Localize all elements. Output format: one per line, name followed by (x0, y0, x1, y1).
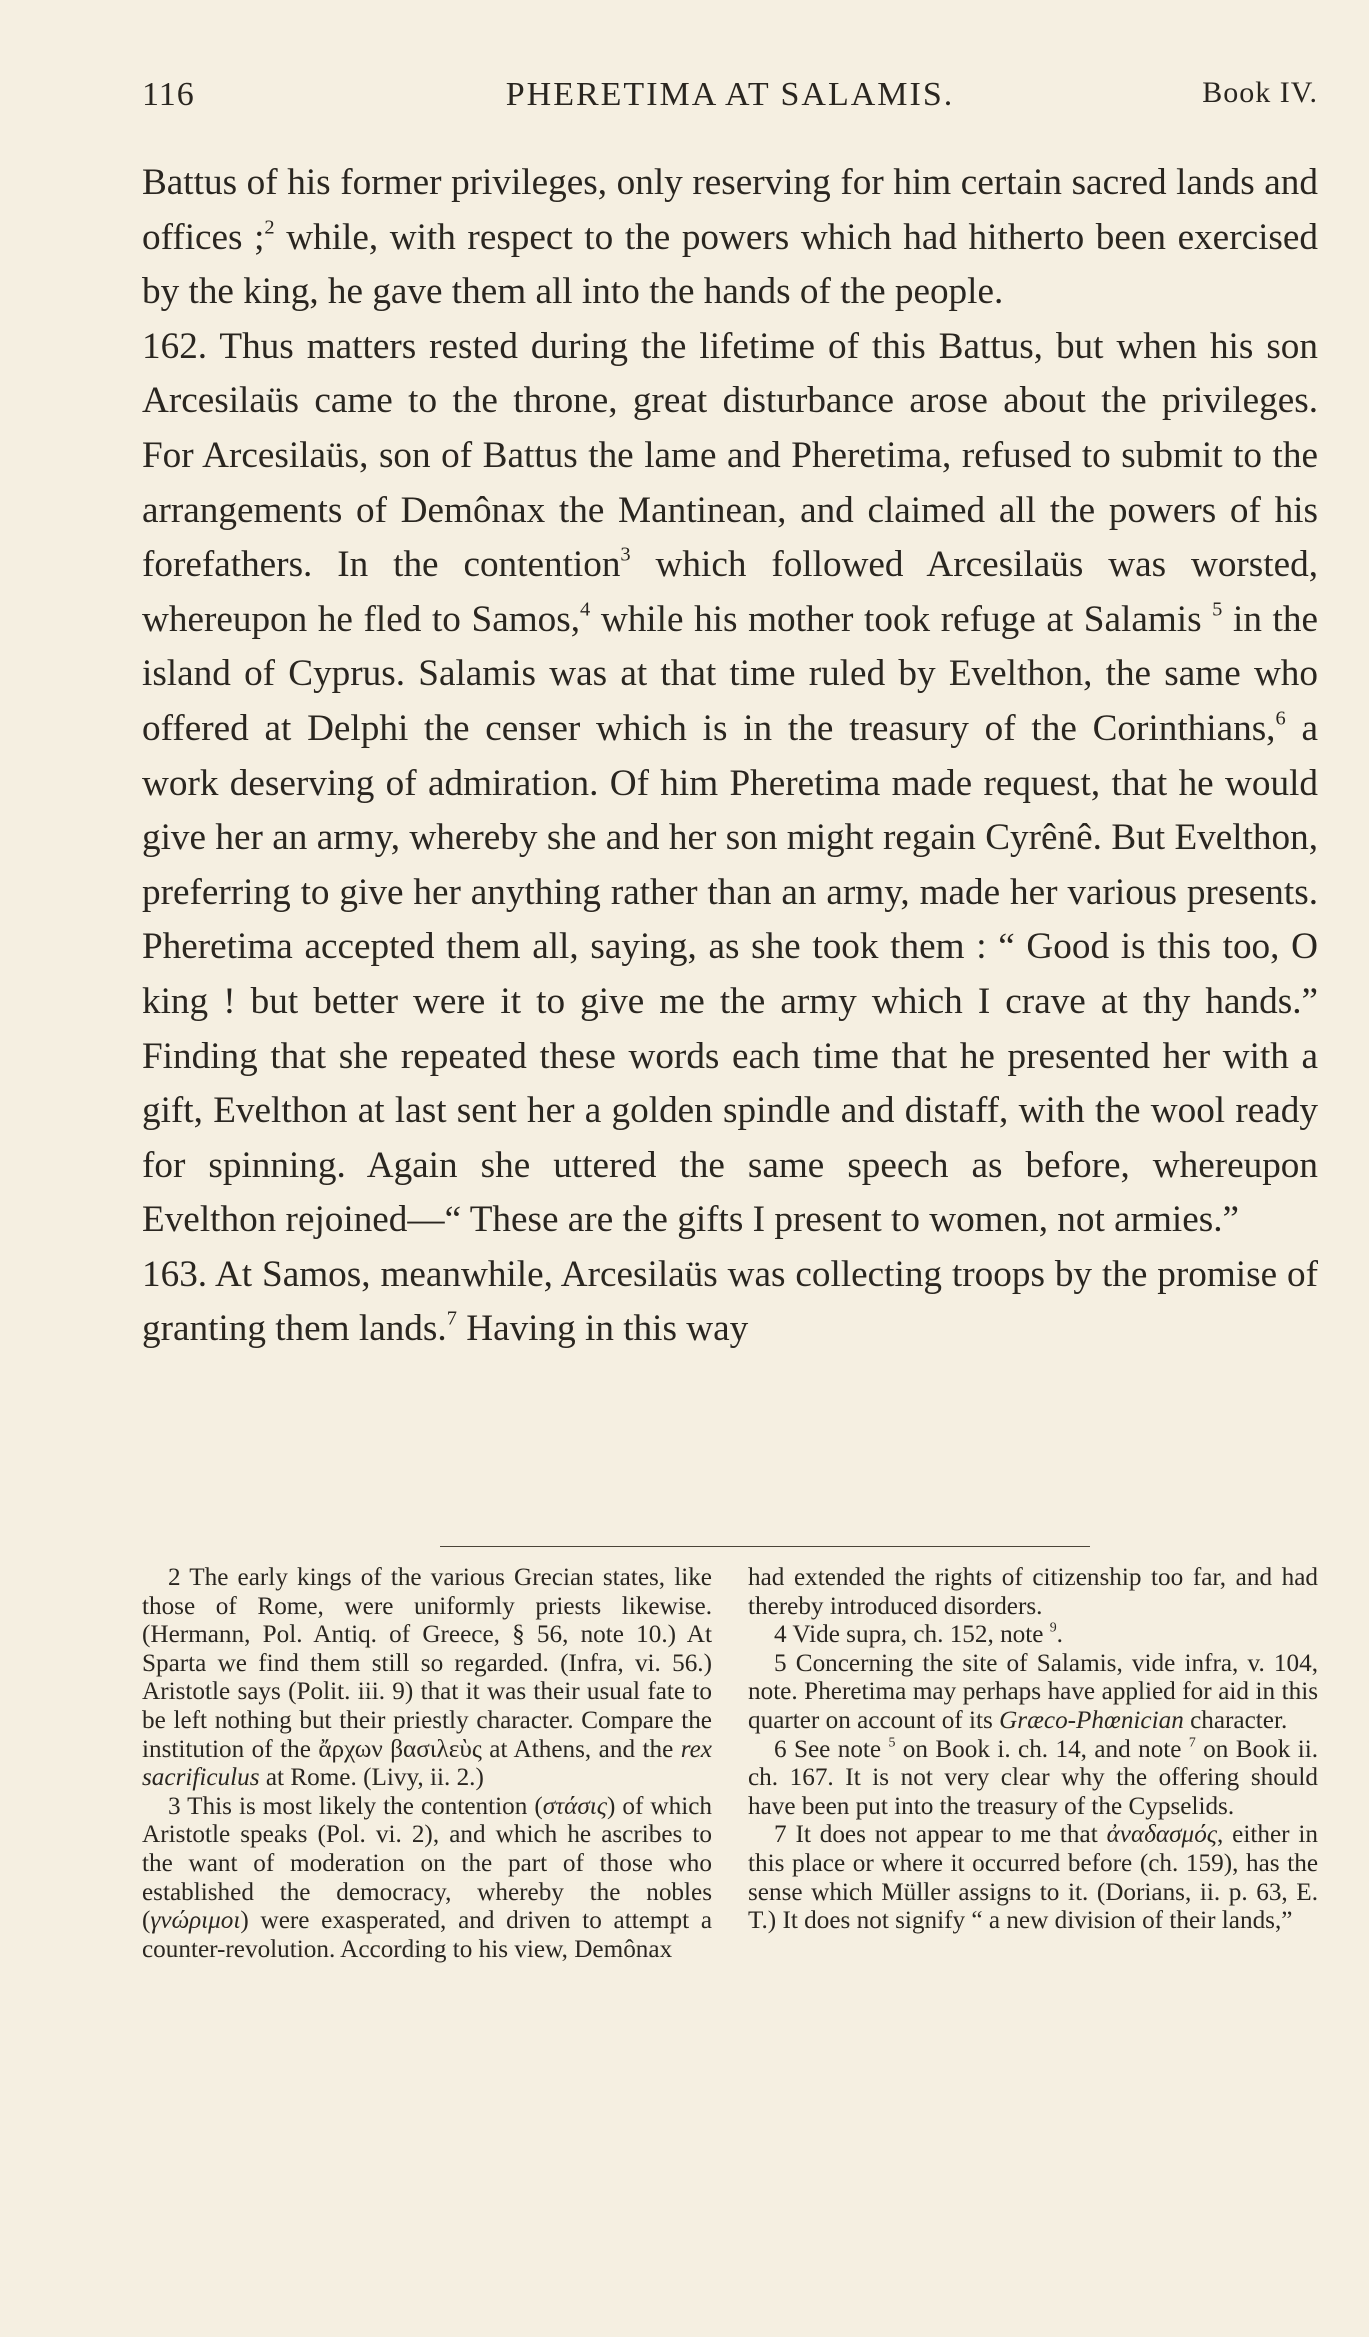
footnotes-left-column (142, 1564, 712, 1964)
footnotes (142, 1564, 1318, 1964)
running-title: PHERETIMA AT SALAMIS. (505, 76, 955, 113)
footnote-ref: 7 (1188, 1734, 1196, 1750)
footnote-3-continued: had extended the rights of citizenship too far, and had thereby introduced disorders. (748, 1564, 1318, 1620)
footnote-ref: 2 (264, 216, 275, 239)
greek-text: ἀναδασμός (1106, 1821, 1218, 1849)
italic-text: rex sacrificulus (142, 1735, 712, 1792)
footnote-ref: 7 (446, 1308, 457, 1331)
footnotes-right-column (748, 1564, 1318, 1964)
footnote-7: 7 It does not appear to me that ἀναδασμός, either in this place or where it occurred before (ch. 159), has the sense which Müller assigns to it. (Dorians, ii. p. 63, E. T.) It does not signify “ a new division of their lands,” (748, 1821, 1318, 1935)
footnote-3: 3 This is most likely the contention (στάσις) of which Aristotle speaks (Pol. vi. 2), and which he ascribes to the want of moderation on the part of those who established the democracy, whereby the nobles (γνώριμοι) were exasperated, and driven to attempt a counter-revolution. According to his view, Demônax (142, 1792, 712, 1963)
greek-text: ἄρχων βασιλεὺς (318, 1735, 482, 1763)
greek-text: γνώριμοι (150, 1907, 241, 1935)
footnote-6: 6 See note $^5$ on Book i. ch. 14, and note $^7$ on Book ii. ch. 167. It is not very clear why the offering should have been put into the treasury of the Cypselids. (748, 1734, 1318, 1820)
footnote-ref: 3 (620, 543, 631, 566)
main-text (142, 156, 1318, 1357)
greek-text: στάσις (542, 1792, 608, 1820)
page-header (142, 70, 1318, 130)
footnote-ref: 9 (1049, 1619, 1057, 1635)
paragraph-162: 162. Thus matters rested during the lifetime of this Battus, but when his son Arcesilaüs came to the throne, great disturbance arose about the privileges. For Arcesilaüs, son of Battus the lame and Pheretima, refused to submit to the arrangements of Demônax the Mantinean, and claimed all the powers of his forefathers. In the contention$^3$ which followed Arcesilaüs was worsted, whereupon he fled to Samos,$^4$ while his mother took refuge at Salamis $^5$ in the island of Cyprus. Salamis was at that time ruled by Evelthon, the same who offered at Delphi the censer which is in the treasury of the Corinthians,$^6$ a work deserving of admiration. Of him Pheretima made request, that he would give her an army, whereby she and her son might regain Cyrênê. But Evelthon, preferring to give her anything rather than an army, made her various presents. Pheretima accepted them all, saying, as she took them : “ Good is this too, O king ! but better were it to give me the army which I crave at thy hands.” Finding that she repeated these words each time that he presented her with a gift, Evelthon at last sent her a golden spindle and distaff, with the wool ready for spinning. Again she uttered the same speech as before, whereupon Evelthon rejoined—“ These are the gifts I present to women, not armies.” (142, 325, 1318, 1241)
footnote-ref: 4 (580, 598, 591, 621)
footnote-2: 2 The early kings of the various Grecian states, like those of Rome, were uniformly priests likewise. (Hermann, Pol. Antiq. of Greece, § 56, note 10.) At Sparta we find them still so regarded. (Infra, vi. 56.) Aristotle says (Polit. iii. 9) that it was their usual fate to be left nothing but their priestly character. Compare the institution of the ἄρχων βασιλεὺς at Athens, and the rex sacrificulus at Rome. (Livy, ii. 2.) (142, 1564, 712, 1792)
footnote-ref: 5 (1212, 598, 1223, 621)
page-number: 116 (142, 76, 195, 113)
footnote-ref: 5 (888, 1734, 896, 1750)
paragraph-163: 163. At Samos, meanwhile, Arcesilaüs was collecting troops by the promise of granting them lands.$^7$ Having in this way (142, 1253, 1318, 1350)
italic-text: Græco-Phœnician (999, 1706, 1184, 1734)
book-label: Book IV. (1202, 76, 1318, 109)
footnote-4: 4 Vide supra, ch. 152, note $^9$. (774, 1619, 1063, 1649)
footnote-ref: 6 (1275, 707, 1286, 730)
footnote-5: 5 Concerning the site of Salamis, vide infra, v. 104, note. Pheretima may perhaps have applied for aid in this quarter on account of its Græco-Phœnician character. (748, 1649, 1318, 1734)
paragraph-continued: Battus of his former privileges, only reserving for him certain sacred lands and offices ;$^2$ while, with respect to the powers which had hitherto been exercised by the king, he gave them all into the hands of the people. (142, 162, 1318, 313)
footnote-divider (440, 1546, 1090, 1547)
